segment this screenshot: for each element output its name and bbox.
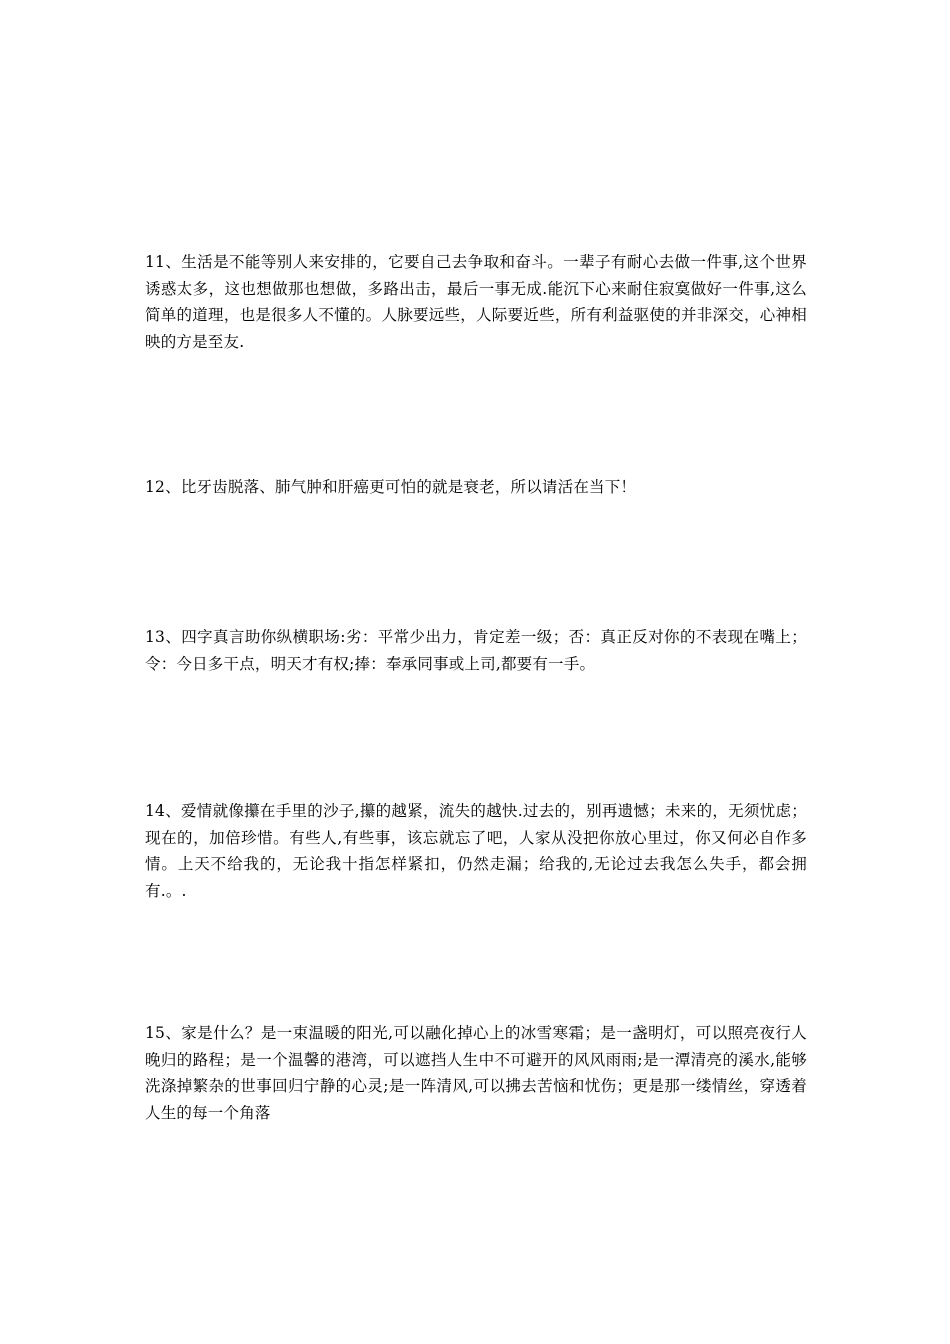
paragraph-13: 13、四字真言助你纵横职场:劣：平常少出力，肯定差一级；否：真正反对你的不表现在嘴上；令：今日多干点，明天才有权;捧：奉承同事或上司,都要有一手。 — [145, 628, 807, 673]
paragraph-12: 12、比牙齿脱落、肺气肿和肝癌更可怕的就是衰老，所以请活在当下！ — [145, 478, 637, 496]
paragraph-11: 11、生活是不能等别人来安排的，它要自己去争取和奋斗。一辈子有耐心去做一件事,这个世界诱惑太多，这也想做那也想做，多路出击，最后一事无成.能沉下心来耐住寂寞做好一件事,这么简单的道理，也是很多人不懂的。人脉要远些，人际要近些，所有利益驱使的并非深交，心神相映的方是至友. — [145, 253, 807, 351]
paragraph-15: 15、家是什么？是一束温暖的阳光,可以融化掉心上的冰雪寒霜；是一盏明灯，可以照亮夜行人晚归的路程；是一个温馨的港湾，可以遮挡人生中不可避开的风风雨雨;是一潭清亮的溪水,能够洗涤掉繁杂的世事回归宁静的心灵;是一阵清风,可以拂去苦恼和忧伤；更是那一缕情丝，穿透着人生的每一个角落 — [145, 1024, 807, 1122]
paragraph-14: 14、爱情就像攥在手里的沙子,攥的越紧，流失的越快.过去的，别再遗憾；未来的，无须忧虑；现在的，加倍珍惜。有些人,有些事，该忘就忘了吧，人家从没把你放心里过，你又何必自作多情。上天不给我的，无论我十指怎样紧扣，仍然走漏；给我的,无论过去我怎么失手，都会拥有.。. — [145, 802, 807, 900]
